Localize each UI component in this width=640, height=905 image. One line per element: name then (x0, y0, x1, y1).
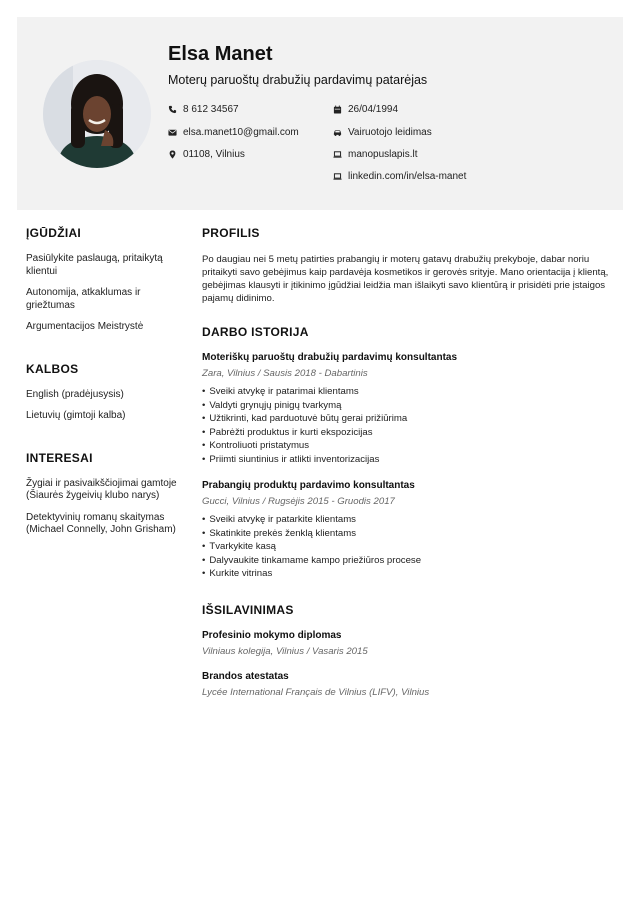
contact-address (168, 149, 245, 160)
list-item: • Kurkite vitrinas (202, 567, 618, 581)
phone-icon (168, 105, 177, 114)
list-item: • Sveiki atvykę ir patarkite klientams (202, 513, 618, 527)
job-duties-list (202, 513, 618, 581)
full-name: Elsa Manet (168, 43, 273, 65)
contact-website (333, 149, 417, 160)
email-icon (168, 128, 177, 137)
languages-heading: KALBOS (26, 361, 79, 376)
list-item: • Kontroliuoti pristatymus (202, 439, 618, 453)
left-column (26, 226, 186, 537)
languages-section (26, 362, 186, 423)
skills-section (26, 226, 186, 334)
interests-heading: INTERESAI (26, 450, 93, 465)
job-duties-list (202, 385, 618, 466)
degree-title: Profesinio mokymo diplomas (202, 629, 342, 641)
job-title-text: Prabangių produktų pardavimo konsultantas (202, 480, 415, 491)
job-meta: Gucci, Vilnius / Rugsėjis 2015 - Gruodis 2017 (202, 496, 395, 507)
birthdate-text: 26/04/1994 (348, 104, 399, 115)
list-item: • Sveiki atvykę ir patarimai klientams (202, 385, 618, 399)
contact-email (168, 127, 299, 138)
resume-header (17, 17, 623, 210)
list-item: • Skatinkite prekės ženklą klientams (202, 527, 618, 541)
address-text: 01108, Vilnius (183, 149, 245, 160)
license-text: Vairuotojo leidimas (348, 127, 432, 138)
profile-photo (43, 60, 151, 168)
work-section (202, 325, 618, 581)
right-column (202, 226, 618, 698)
job-title: Moterų paruoštų drabužių pardavimų patarėjas (168, 73, 428, 87)
car-icon (333, 128, 342, 137)
education-section (202, 603, 618, 698)
list-item: • Pabrėžti produktus ir kurti ekspozicijas (202, 426, 618, 440)
skill-item: Argumentacijos Meistrystė (26, 321, 144, 332)
job-meta: Zara, Vilnius / Sausis 2018 - Dabartinis (202, 368, 368, 379)
email-text: elsa.manet10@gmail.com (183, 127, 299, 138)
education-entry (202, 671, 618, 698)
language-item: English (pradėjusysis) (26, 388, 124, 400)
skill-item: Pasiūlykite paslaugą, pritaikytą klientui (26, 253, 163, 277)
list-item: • Užtikrinti, kad parduotuvė būtų gerai prižiūrima (202, 412, 618, 426)
laptop-icon (333, 172, 342, 181)
work-heading: DARBO ISTORIJA (202, 325, 309, 339)
contact-linkedin (333, 171, 466, 182)
contact-birthdate (333, 104, 398, 115)
job-entry (202, 480, 618, 581)
language-item: Lietuvių (gimtoji kalba) (26, 410, 126, 421)
laptop-icon (333, 150, 342, 159)
linkedin-text: linkedin.com/in/elsa-manet (348, 171, 467, 182)
contact-phone (168, 104, 239, 115)
profile-text: Po daugiau nei 5 metų patirties prabangių ir moterų gatavų drabužių prekyboje, dabar noriu pritaikyti savo gebėjimus kaip pardavėja kosmetikos ir gerovės srityje. Mano orientacija į klientą, gebėjimas klausyti ir įtikinimo įgūdžiai leidžia man išlaikyti savo klientūrą ir prisidėti prie įstaigos pajamų didinimo. (202, 254, 609, 304)
list-item: • Priimti siuntinius ir atlikti inventorizacijas (202, 453, 618, 467)
degree-title: Brandos atestatas (202, 670, 289, 682)
skill-item: Autonomija, atkaklumas ir griežtumas (26, 287, 141, 311)
interests-section (26, 451, 186, 537)
list-item: • Tvarkykite kasą (202, 540, 618, 554)
website-text: manopuslapis.lt (348, 149, 418, 160)
calendar-icon (333, 105, 342, 114)
profile-section (202, 226, 618, 305)
degree-meta: Lycée International Français de Vilnius (LIFV), Vilnius (202, 686, 430, 698)
location-pin-icon (168, 150, 177, 159)
job-title-text: Moteriškų paruoštų drabužių pardavimų konsultantas (202, 352, 458, 363)
interest-item: Detektyvinių romanų skaitymas (Michael Connelly, John Grisham) (26, 511, 176, 535)
education-entry (202, 630, 618, 657)
list-item: • Dalyvaukite tinkamame kampo priežiūros procese (202, 554, 618, 568)
contact-license (333, 127, 432, 138)
phone-text: 8 612 34567 (183, 104, 239, 115)
interest-item: Žygiai ir pasivaikščiojimai gamtoje (Šiaurės žygeivių klubo narys) (26, 477, 177, 501)
degree-meta: Vilniaus kolegija, Vilnius / Vasaris 2015 (202, 645, 368, 657)
education-heading: IŠSILAVINIMAS (202, 602, 294, 617)
profile-heading: PROFILIS (202, 226, 260, 240)
job-entry (202, 352, 618, 466)
list-item: • Valdyti grynųjų pinigų tvarkymą (202, 399, 618, 413)
skills-heading: ĮGŪDŽIAI (26, 226, 82, 240)
